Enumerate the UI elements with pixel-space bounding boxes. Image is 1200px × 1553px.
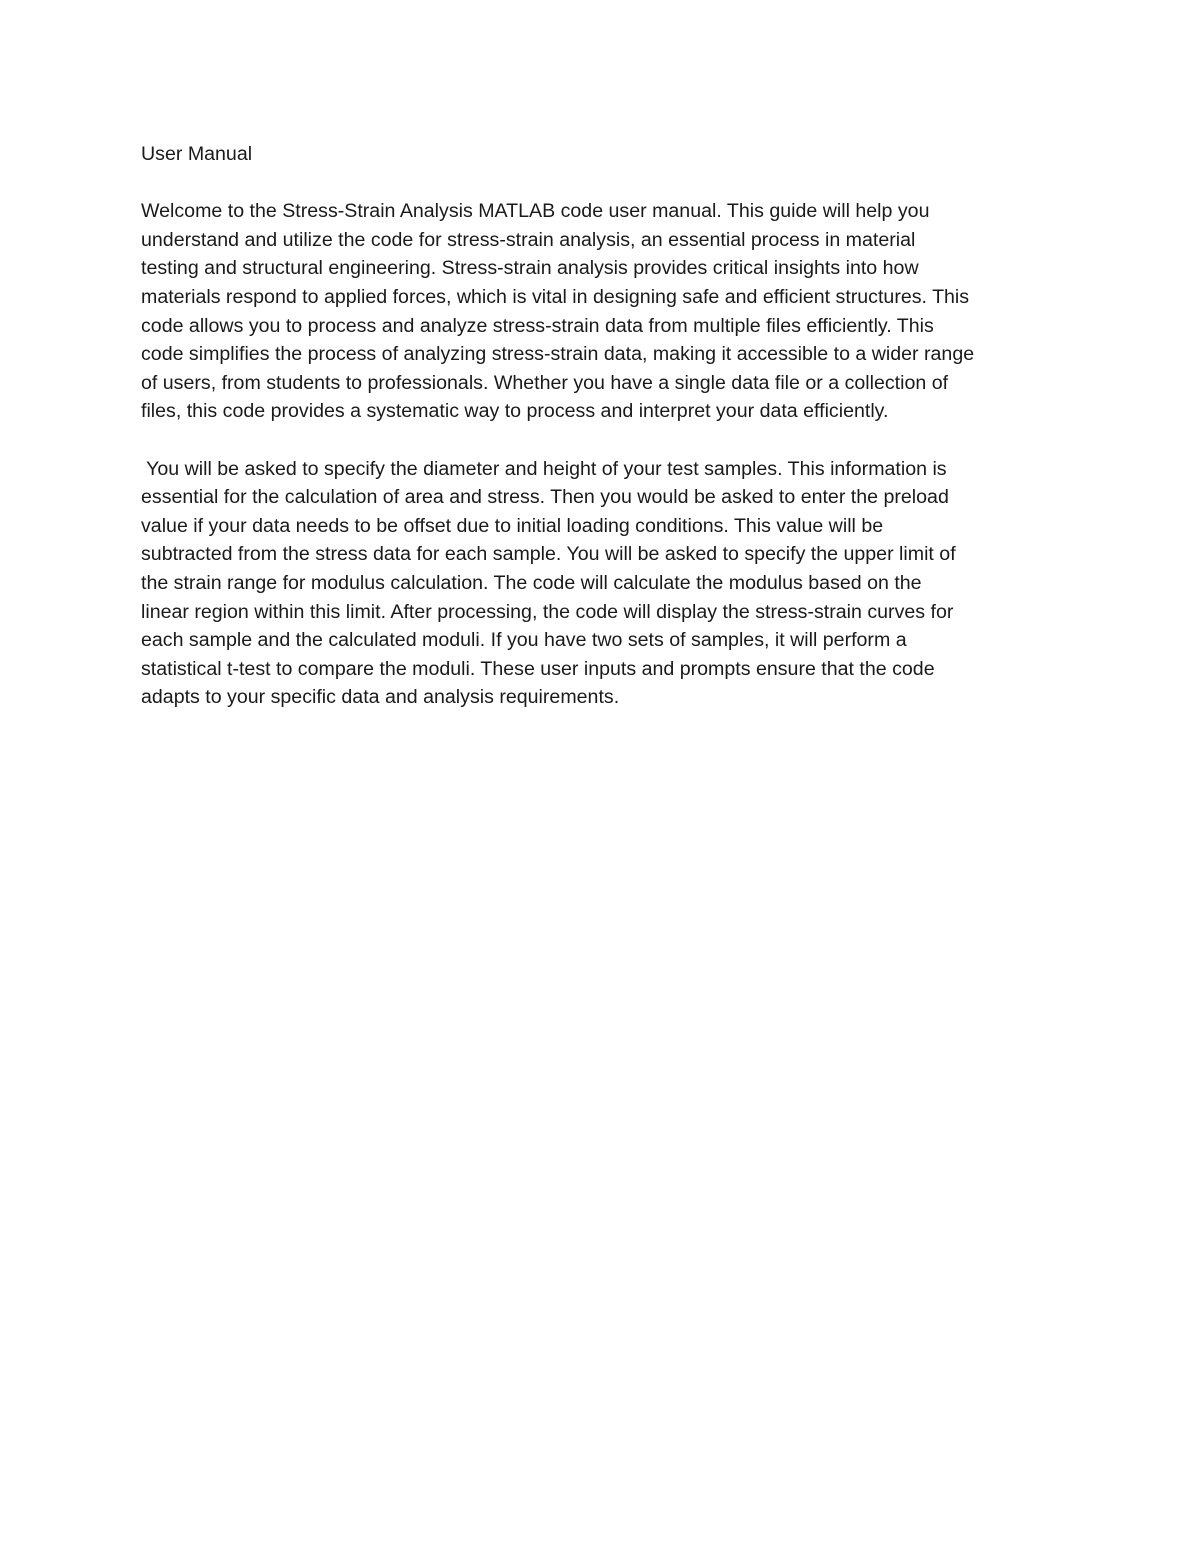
paragraph-line: Welcome to the Stress-Strain Analysis MATLAB code user manual. This guide will help you — [141, 200, 930, 223]
paragraph-line: linear region within this limit. After processing, the code will display the stress-strain curves for — [141, 600, 954, 623]
document-body — [141, 140, 1066, 740]
paragraph-line: statistical t-test to compare the moduli. These user inputs and prompts ensure that the code — [141, 657, 935, 680]
document-title: User Manual — [141, 143, 253, 165]
paragraph-line: code allows you to process and analyze stress-strain data from multiple files efficiently. This — [141, 314, 934, 337]
paragraph-line: each sample and the calculated moduli. If you have two sets of samples, it will perform a — [141, 629, 907, 652]
paragraph-line: essential for the calculation of area and stress. Then you would be asked to enter the preload — [141, 486, 949, 509]
paragraph-line: You will be asked to specify the diameter and height of your test samples. This information is — [141, 457, 947, 480]
paragraph-line: materials respond to applied forces, which is vital in designing safe and efficient structures. This — [141, 285, 970, 308]
paragraph-line: the strain range for modulus calculation. The code will calculate the modulus based on the — [141, 571, 922, 594]
paragraph-line: of users, from students to professionals. Whether you have a single data file or a collection of — [141, 371, 949, 394]
paragraph-line: understand and utilize the code for stress-strain analysis, an essential process in material — [141, 228, 916, 251]
paragraph-line: adapts to your specific data and analysis requirements. — [141, 686, 620, 709]
paragraph-intro — [141, 197, 1066, 426]
paragraph-line: subtracted from the stress data for each sample. You will be asked to specify the upper limit of — [141, 543, 956, 566]
paragraph-line: code simplifies the process of analyzing stress-strain data, making it accessible to a wider range — [141, 343, 975, 366]
paragraph-line: value if your data needs to be offset due to initial loading conditions. This value will be — [141, 514, 884, 537]
paragraph-inputs — [141, 455, 1066, 712]
paragraph-line: files, this code provides a systematic way to process and interpret your data efficiently. — [141, 400, 889, 423]
paragraph-line: testing and structural engineering. Stress-strain analysis provides critical insights into how — [141, 257, 919, 280]
